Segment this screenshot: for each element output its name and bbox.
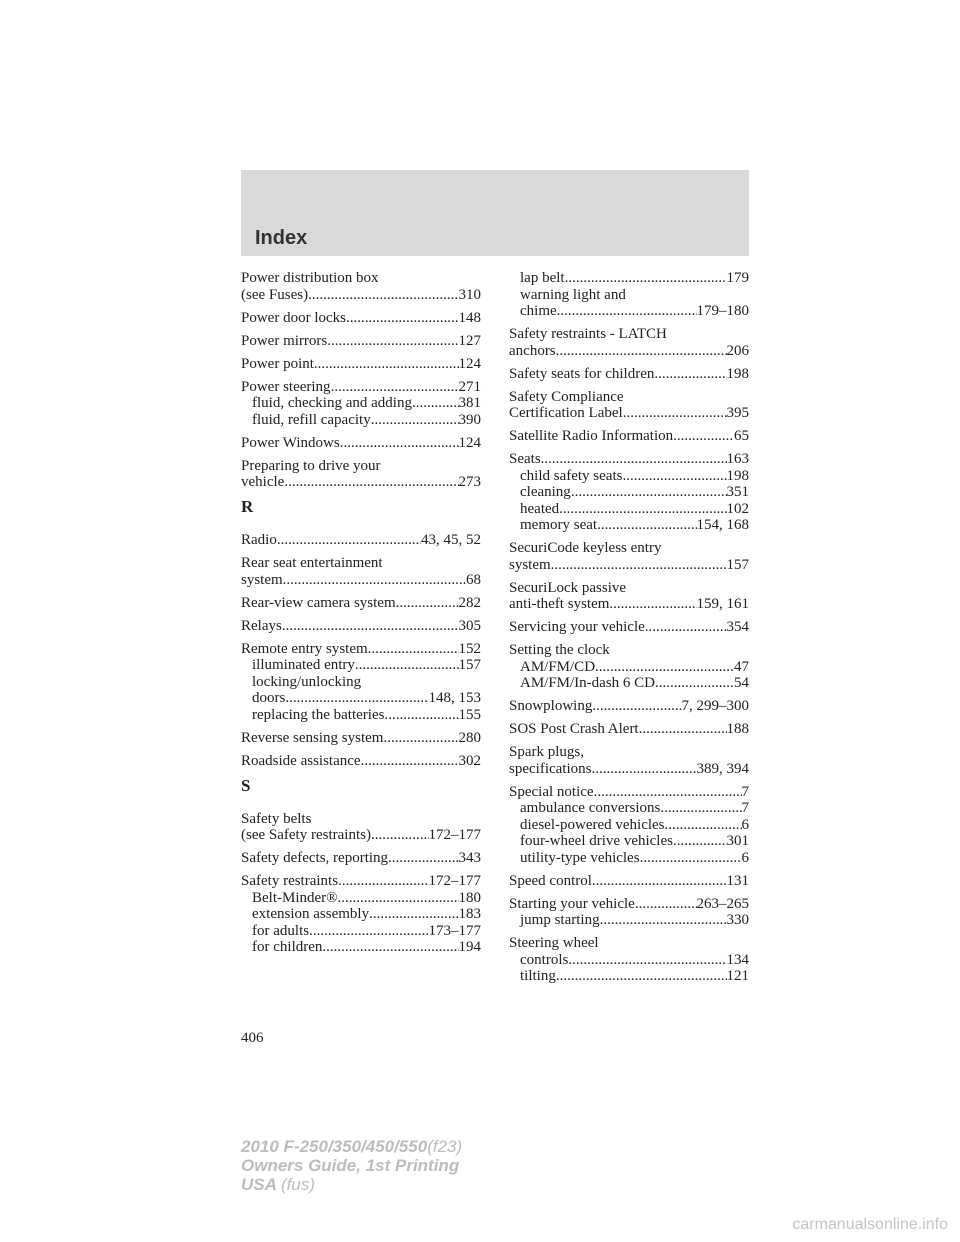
entry-text: Seats: [509, 451, 541, 467]
dot-leader: [557, 303, 697, 320]
page-reference: 343: [458, 850, 481, 866]
page-reference: 102: [726, 500, 749, 517]
dot-leader: [673, 833, 727, 850]
entry-text: Belt-Minder®: [252, 889, 338, 906]
entry-text: warning light and: [520, 286, 626, 303]
dot-leader: [368, 641, 459, 658]
page-reference: 198: [726, 467, 749, 484]
index-entry-line: [509, 698, 749, 715]
page-reference: 7: [741, 783, 749, 800]
entry-text: memory seat: [520, 517, 598, 533]
entry-text: replacing the batteries: [252, 706, 385, 723]
index-entry-line: [241, 435, 481, 452]
entry-text: controls: [520, 951, 569, 968]
page-reference: 273: [458, 474, 481, 490]
index-entry-line: [241, 474, 481, 491]
dot-leader: [556, 343, 727, 360]
entry-text: AM/FM/CD: [520, 658, 596, 675]
entry-text: anti-theft system: [509, 596, 610, 612]
page-reference: 159, 161: [696, 596, 749, 612]
dot-leader: [314, 356, 459, 373]
entry-text: anchors: [509, 342, 556, 359]
entry-text: vehicle: [241, 474, 285, 490]
index-entry-line: [509, 619, 749, 636]
index-entry: [241, 811, 481, 844]
entry-text: Radio: [241, 532, 277, 548]
entry-text: Satellite Radio Information: [509, 428, 674, 444]
index-subentry-line: [509, 501, 749, 518]
index-entry-line: [241, 811, 481, 828]
dot-leader: [371, 827, 429, 844]
entry-text: SOS Post Crash Alert: [509, 721, 639, 737]
index-entry-line: [509, 326, 749, 343]
index-entry-line: [241, 618, 481, 635]
header-band: [241, 170, 749, 256]
index-entry: [241, 641, 481, 724]
dot-leader: [645, 619, 727, 636]
dot-leader: [322, 939, 458, 956]
page-reference: 148, 153: [428, 690, 481, 706]
index-entry: [241, 532, 481, 549]
index-entry: [509, 326, 749, 359]
page-reference: 301: [726, 833, 749, 849]
page-reference: 6: [741, 816, 749, 833]
page-reference: 6: [741, 849, 749, 866]
dot-leader: [597, 517, 696, 534]
entry-text: Rear seat entertainment: [241, 555, 383, 571]
index-entry: [509, 270, 749, 320]
section-letter: R: [241, 497, 254, 516]
page-reference: 157: [458, 657, 481, 673]
dot-leader: [331, 379, 459, 396]
index-entry-line: [509, 873, 749, 890]
page-reference: 163: [726, 451, 749, 467]
page-reference: 305: [458, 617, 481, 634]
entry-text: Safety restraints: [241, 873, 339, 889]
index-subentry-line: [509, 912, 749, 929]
index-entry-line: [241, 730, 481, 747]
entry-text: SecuriLock passive: [509, 579, 627, 596]
dot-leader: [592, 873, 727, 890]
entry-text: SecuriCode keyless entry: [509, 540, 662, 556]
index-entry-line: [509, 343, 749, 360]
index-subentry-line: [241, 906, 481, 923]
dot-leader: [308, 287, 458, 304]
entry-text: Safety seats for children: [509, 365, 655, 382]
page-reference: 330: [726, 912, 749, 928]
entry-text: illuminated entry: [252, 657, 355, 673]
footer-region: USA: [241, 1175, 277, 1194]
page-reference: 124: [458, 355, 481, 372]
index-subentry-line: [241, 923, 481, 940]
page-reference: 282: [458, 594, 481, 611]
index-entry: [509, 744, 749, 777]
index-entry: [509, 642, 749, 692]
index-entry: [509, 389, 749, 422]
page-reference: 188: [726, 721, 749, 737]
dot-leader: [609, 596, 696, 613]
index-entry-line: [509, 935, 749, 952]
entry-text: heated: [520, 500, 560, 517]
index-entry: [509, 580, 749, 613]
dot-leader: [396, 595, 459, 612]
page-reference: 310: [458, 286, 481, 303]
page-reference: 155: [458, 706, 481, 723]
dot-leader: [622, 468, 726, 485]
index-entry-line: [241, 310, 481, 327]
dot-leader: [655, 675, 734, 692]
dot-leader: [412, 395, 459, 412]
index-entry: [509, 698, 749, 715]
entry-text: for adults: [252, 922, 310, 939]
entry-text: utility-type vehicles: [520, 849, 640, 866]
index-subentry-line: [509, 517, 749, 534]
index-entry: [241, 850, 481, 867]
index-subentry-line: [241, 690, 481, 707]
section-title: Index: [255, 227, 308, 249]
page-reference: 131: [726, 872, 749, 889]
index-subentry-line: [509, 817, 749, 834]
entry-text: Power steering: [241, 378, 331, 395]
entry-text: system: [509, 556, 551, 573]
entry-text: Servicing your vehicle: [509, 619, 645, 635]
entry-text: Snowplowing: [509, 698, 593, 714]
dot-leader: [551, 557, 727, 574]
entry-text: AM/FM/In-dash 6 CD: [520, 675, 656, 691]
entry-text: Preparing to drive your: [241, 457, 381, 474]
dot-leader: [369, 906, 458, 923]
entry-text: locking/unlocking: [252, 673, 362, 690]
dot-leader: [338, 890, 459, 907]
entry-text: Power door locks: [241, 309, 346, 326]
dot-leader: [635, 896, 697, 913]
index-entry: [509, 366, 749, 383]
dot-leader: [284, 474, 458, 491]
entry-text: Speed control: [509, 872, 592, 889]
entry-text: cleaning: [520, 484, 571, 500]
index-entry-line: [509, 642, 749, 659]
index-subentry-line: [509, 800, 749, 817]
dot-leader: [340, 435, 459, 452]
index-entry: [241, 730, 481, 747]
page-reference: 180: [458, 889, 481, 906]
index-entry-line: [509, 389, 749, 406]
index-entry-line: [509, 540, 749, 557]
index-entry-line: [241, 458, 481, 475]
index-entry-line: [241, 532, 481, 549]
entry-text: system: [241, 571, 283, 588]
page-reference: 43, 45, 52: [421, 532, 481, 548]
page-reference: 179: [726, 270, 749, 286]
index-entry-line: [241, 356, 481, 373]
page-reference: 47: [734, 658, 749, 675]
page-reference: 68: [466, 571, 481, 588]
index-subentry-line: [509, 659, 749, 676]
page-reference: 263–265: [696, 895, 749, 912]
index-entry-line: [509, 451, 749, 468]
index-entry: [509, 428, 749, 445]
page-number: 406: [241, 1030, 264, 1046]
footer-model: 2010 F-250/350/450/550: [241, 1137, 428, 1156]
index-entry: [509, 540, 749, 573]
entry-text: ambulance conversions: [520, 800, 661, 816]
entry-text: Remote entry system: [241, 640, 368, 657]
index-entry: [241, 458, 481, 491]
entry-text: Rear-view camera system: [241, 594, 396, 611]
index-subentry-line: [241, 707, 481, 724]
entry-text: (see Safety restraints): [241, 827, 371, 843]
entry-text: fluid, checking and adding: [252, 395, 412, 411]
entry-text: Safety belts: [241, 810, 312, 827]
dot-leader: [623, 405, 727, 422]
entry-text: Relays: [241, 617, 282, 634]
index-entry-line: [241, 850, 481, 867]
entry-text: Certification Label: [509, 405, 623, 421]
index-entry: [241, 753, 481, 770]
dot-leader: [594, 784, 742, 801]
index-subentry-line: [509, 484, 749, 501]
index-subentry-line: [509, 968, 749, 985]
index-subentry-line: [509, 952, 749, 969]
entry-text: Safety restraints - LATCH: [509, 326, 667, 342]
page-reference: 390: [458, 411, 481, 428]
index-entry: [241, 618, 481, 635]
page-reference: 124: [458, 434, 481, 451]
page-reference: 7, 299–300: [681, 698, 749, 714]
entry-text: jump starting: [520, 912, 600, 928]
entry-text: tilting: [520, 968, 556, 984]
index-subentry-line: [509, 270, 749, 287]
page-reference: 172–177: [428, 873, 481, 889]
index-entry: [241, 435, 481, 452]
index-entry: [241, 555, 481, 588]
dot-leader: [559, 501, 726, 518]
site-watermark: carmanualsonline.info: [792, 1216, 948, 1233]
index-entry-line: [241, 572, 481, 589]
entry-text: Power Windows: [241, 434, 340, 451]
page-reference: 271: [458, 378, 481, 395]
index-entry: [241, 595, 481, 612]
index-entry-line: [241, 641, 481, 658]
entry-text: diesel-powered vehicles: [520, 816, 665, 833]
dot-leader: [600, 912, 727, 929]
dot-leader: [282, 618, 459, 635]
section-letter: S: [241, 775, 251, 795]
page-reference: 280: [458, 729, 481, 746]
index-entry-line: [509, 366, 749, 383]
dot-leader: [285, 690, 428, 707]
entry-text: Power distribution box: [241, 270, 379, 286]
dot-leader: [361, 753, 459, 770]
dot-leader: [556, 968, 727, 985]
page-reference: 302: [458, 752, 481, 769]
index-entry: [509, 451, 749, 534]
page-reference: 351: [726, 484, 749, 500]
index-subentry-line: [509, 303, 749, 320]
footer-line-2: Owners Guide, 1st Printing: [241, 1156, 460, 1175]
page-reference: 121: [726, 968, 749, 984]
index-entry-line: [509, 721, 749, 738]
index-column-left: [241, 270, 481, 962]
dot-leader: [565, 270, 727, 287]
entry-text: fluid, refill capacity: [252, 411, 371, 428]
index-subentry-line: [241, 939, 481, 956]
dot-leader: [640, 850, 742, 867]
dot-leader: [673, 428, 734, 445]
index-subentry-line: [241, 657, 481, 674]
entry-text: child safety seats: [520, 467, 623, 484]
index-entry: [509, 619, 749, 636]
footer-line-1: [241, 1137, 462, 1156]
index-entry: [241, 333, 481, 350]
page-reference: 172–177: [428, 827, 481, 843]
index-entry: [241, 310, 481, 327]
index-subentry-line: [509, 468, 749, 485]
index-entry-line: [241, 827, 481, 844]
index-entry-line: [509, 580, 749, 597]
index-entry-line: [509, 557, 749, 574]
page-reference: 65: [734, 428, 749, 444]
entry-text: doors: [252, 690, 286, 706]
index-subentry-line: [241, 412, 481, 429]
page-reference: 157: [726, 556, 749, 573]
index-entry-line: [241, 270, 481, 287]
footer-line-3: [241, 1175, 462, 1194]
page-reference: 389, 394: [696, 760, 749, 777]
index-column-right: [509, 270, 749, 991]
entry-text: Roadside assistance: [241, 752, 361, 769]
index-entry-line: [241, 287, 481, 304]
index-subentry-line: [509, 833, 749, 850]
entry-text: Setting the clock: [509, 642, 610, 658]
index-subentry-line: [241, 890, 481, 907]
footer-model-code: (f23): [427, 1137, 463, 1156]
entry-text: four-wheel drive vehicles: [520, 833, 673, 849]
index-entry-line: [241, 555, 481, 572]
index-entry-line: [509, 596, 749, 613]
entry-text: for children: [252, 939, 323, 955]
index-entry: [509, 721, 749, 738]
index-entry: [509, 935, 749, 985]
index-subentry-line: [241, 674, 481, 691]
page-reference: 194: [458, 939, 481, 955]
dot-leader: [568, 952, 726, 969]
index-subentry-line: [241, 395, 481, 412]
entry-text: lap belt: [520, 270, 565, 286]
index-entry: [509, 784, 749, 867]
dot-leader: [654, 366, 726, 383]
entry-text: Power point: [241, 355, 314, 372]
dot-leader: [384, 707, 458, 724]
dot-leader: [388, 850, 458, 867]
dot-leader: [595, 659, 734, 676]
index-entry-line: [241, 333, 481, 350]
dot-leader: [277, 532, 421, 549]
index-subentry-line: [509, 675, 749, 692]
index-subentry-line: [509, 850, 749, 867]
dot-leader: [591, 761, 696, 778]
index-entry-line: [241, 595, 481, 612]
print-footer: [241, 1137, 462, 1194]
index-entry-line: [509, 896, 749, 913]
page-reference: 154, 168: [696, 517, 749, 533]
index-entry-line: [509, 428, 749, 445]
dot-leader: [639, 721, 727, 738]
index-entry-line: [509, 761, 749, 778]
index-entry-line: [509, 784, 749, 801]
page-reference: 134: [726, 951, 749, 968]
index-entry-line: [241, 873, 481, 890]
page-reference: 354: [726, 619, 749, 635]
entry-text: Power mirrors: [241, 332, 328, 349]
entry-text: extension assembly: [252, 906, 370, 922]
entry-text: Starting your vehicle: [509, 895, 635, 912]
page-reference: 173–177: [428, 922, 481, 939]
entry-text: Safety defects, reporting: [241, 850, 389, 866]
entry-text: Steering wheel: [509, 935, 599, 951]
index-entry: [509, 873, 749, 890]
page-reference: 7: [741, 800, 749, 816]
entry-text: (see Fuses): [241, 286, 309, 303]
index-entry-line: [241, 379, 481, 396]
entry-text: Spark plugs,: [509, 744, 584, 760]
dot-leader: [309, 923, 428, 940]
entry-text: Special notice: [509, 783, 594, 800]
index-subentry-line: [509, 287, 749, 304]
page-reference: 148: [458, 309, 481, 326]
page-reference: 206: [726, 342, 749, 359]
index-entry: [241, 379, 481, 429]
page-reference: 198: [726, 365, 749, 382]
dot-leader: [338, 873, 428, 890]
page-reference: 54: [734, 675, 749, 691]
entry-text: Reverse sensing system: [241, 729, 384, 746]
dot-leader: [327, 333, 458, 350]
page-reference: 395: [726, 405, 749, 421]
index-entry-line: [241, 753, 481, 770]
index-entry: [241, 270, 481, 303]
page-reference: 381: [458, 395, 481, 411]
page-reference: 179–180: [696, 303, 749, 319]
dot-leader: [355, 657, 459, 674]
index-entry-line: [509, 744, 749, 761]
footer-region-code: (fus): [281, 1175, 315, 1194]
dot-leader: [571, 484, 727, 501]
index-entry: [509, 896, 749, 929]
dot-leader: [283, 572, 466, 589]
dot-leader: [541, 451, 727, 468]
index-entry: [241, 356, 481, 373]
entry-text: Safety Compliance: [509, 388, 624, 405]
page-reference: 127: [458, 332, 481, 349]
page-reference: 152: [458, 640, 481, 657]
dot-leader: [665, 817, 742, 834]
dot-leader: [371, 412, 459, 429]
dot-leader: [592, 698, 681, 715]
dot-leader: [346, 310, 459, 327]
dot-leader: [383, 730, 458, 747]
entry-text: chime: [520, 303, 557, 319]
page-reference: 183: [458, 906, 481, 922]
dot-leader: [660, 800, 741, 817]
entry-text: specifications: [509, 760, 592, 777]
index-entry-line: [509, 405, 749, 422]
index-entry: [241, 873, 481, 956]
